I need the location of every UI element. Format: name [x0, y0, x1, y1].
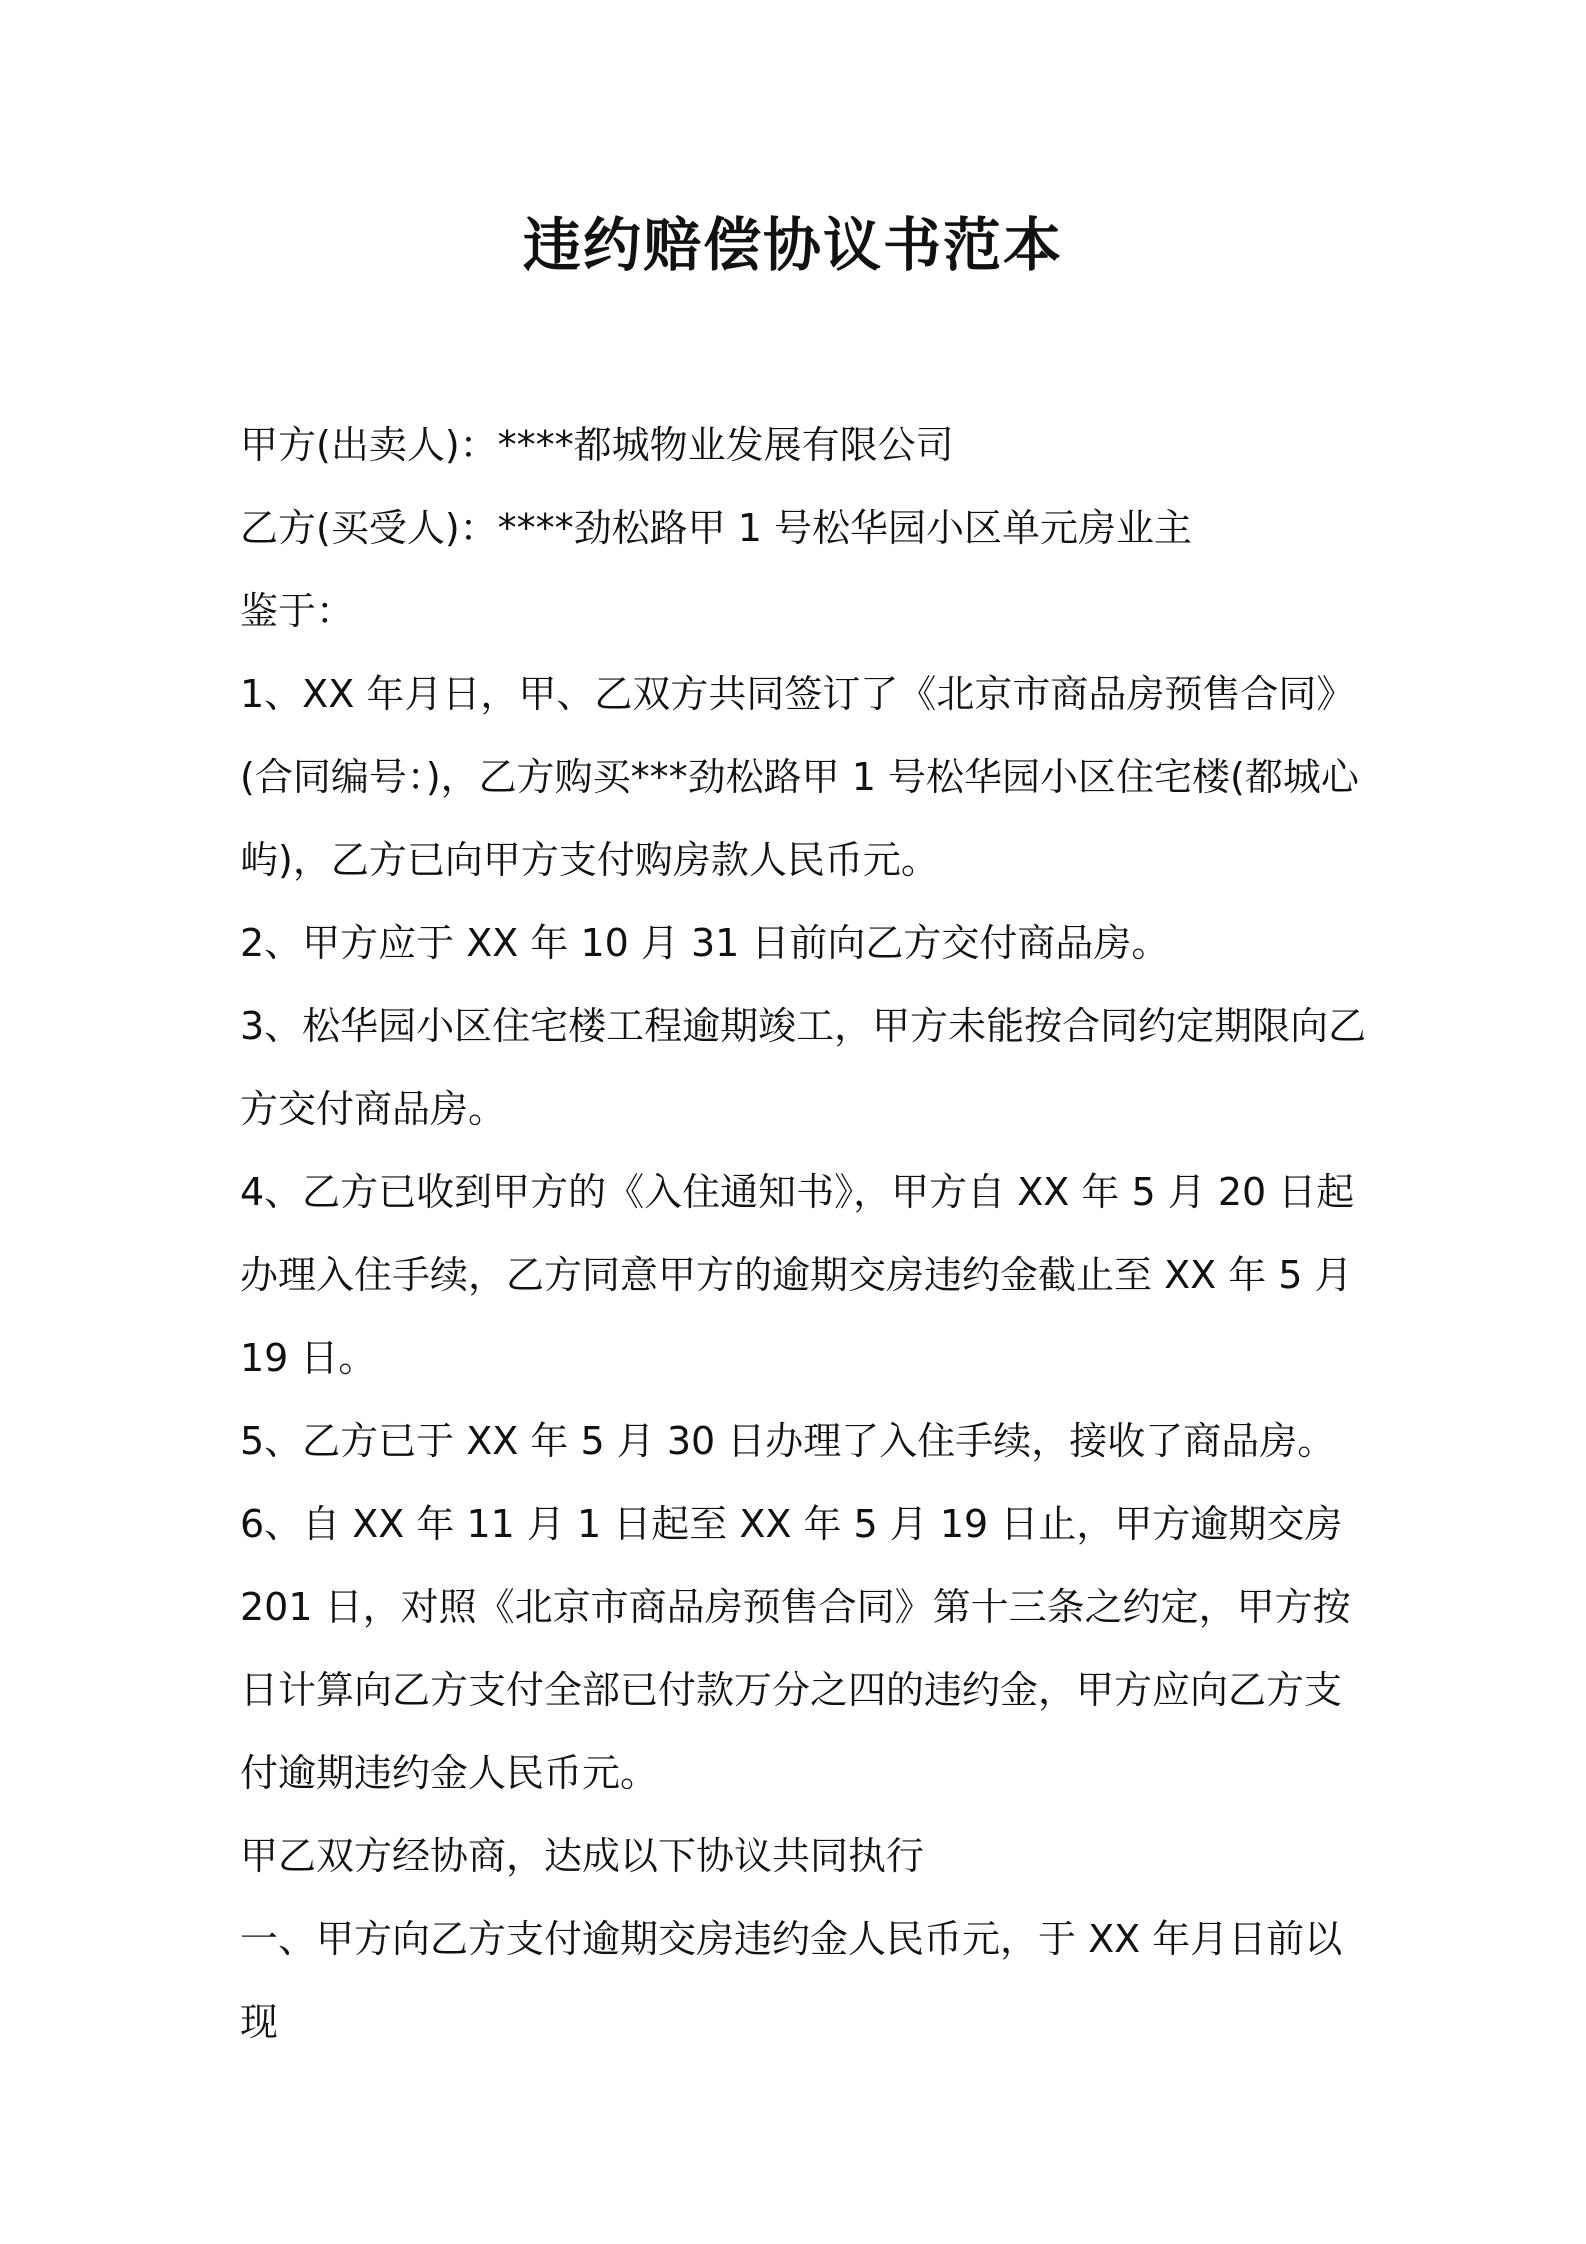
- clause-6: 6、自 XX 年 11 月 1 日起至 XX 年 5 月 19 日止，甲方逾期交房 201 日，对照《北京市商品房预售合同》第十三条之约定，甲方按日计算向乙方支付全部已付款万分之四的违约金，甲方应向乙方支付逾期违约金人民币元。: [240, 1502, 1351, 1795]
- clause-4: 4、乙方已收到甲方的《入住通知书》，甲方自 XX 年 5 月 20 日起办理入住手续，乙方同意甲方的逾期交房违约金截止至 XX 年 5 月 19 日。: [240, 1170, 1355, 1380]
- document-body: [240, 404, 1370, 2064]
- clause-5: 5、乙方已于 XX 年 5 月 30 日办理了入住手续，接收了商品房。: [240, 1419, 1336, 1463]
- party-b-line: 乙方(买受人)：****劲松路甲 1 号松华园小区单元房业主: [240, 506, 1192, 550]
- clause-1: 1、XX 年月日，甲、乙双方共同签订了《北京市商品房预售合同》(合同编号：)，乙方购买***劲松路甲 1 号松华园小区住宅楼(都城心屿)，乙方已向甲方支付购房款人民币元。: [240, 672, 1359, 882]
- clause-2: 2、甲方应于 XX 年 10 月 31 日前向乙方交付商品房。: [240, 921, 1170, 965]
- agreement-item-1: 一、甲方向乙方支付逾期交房违约金人民币元，于 XX 年月日前以现: [240, 1917, 1343, 2044]
- whereas-heading: 鉴于：: [240, 589, 355, 633]
- document-title: 违约赔偿协议书范本: [522, 211, 1063, 279]
- clause-3: 3、松华园小区住宅楼工程逾期竣工，甲方未能按合同约定期限向乙方交付商品房。: [240, 1004, 1367, 1131]
- party-a-line: 甲方(出卖人)：****都城物业发展有限公司: [240, 423, 954, 467]
- agreement-intro: 甲乙双方经协商，达成以下协议共同执行: [240, 1834, 925, 1878]
